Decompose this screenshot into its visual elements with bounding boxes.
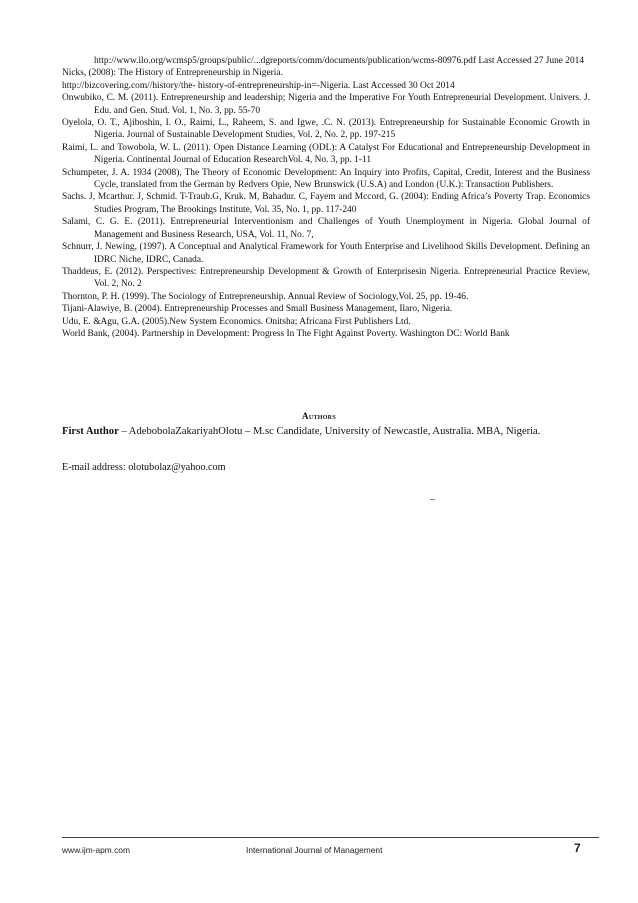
reference-text: Nicks, (2008): The History of Entrepreneurship in Nigeria. (62, 68, 283, 79)
reference-text: Salami, C. G. E. (2011). Entrepreneurial Interventionism and Challenges of Youth Unemployment in Nigeria. Global Journal of Management and Business Research, USA, Vol. 11, No. 7, (62, 217, 590, 240)
first-author (62, 424, 590, 439)
reference-entry (62, 216, 590, 241)
footer-divider (62, 837, 599, 838)
footer-journal-name: International Journal of Management (246, 845, 383, 855)
reference-text: Onwubiko, C. M. (2011). Entrepreneurship and leadership; Nigeria and the Imperative For Youth Entrepreneurial Development. Univers. J. Edu. and Gen. Stud. Vol. 1, No. 3, pp. 55-70 (62, 93, 590, 116)
reference-list (62, 55, 590, 340)
authors-heading: Authors (302, 411, 336, 421)
reference-entry (62, 67, 590, 92)
reference-entry (62, 303, 590, 315)
reference-text: World Bank, (2004). Partnership in Development: Progress In The Fight Against Poverty. Washington DC: World Bank (62, 328, 510, 339)
reference-entry (62, 291, 590, 303)
footer-website[interactable]: www.ijm-apm.com (62, 845, 130, 855)
reference-entry (62, 55, 590, 67)
reference-entry (62, 142, 590, 167)
reference-text: Udu, E. &Agu, G.A. (2005).New System Economics. Onitsha; Africana First Publishers Ltd. (62, 316, 411, 327)
reference-entry (62, 191, 590, 216)
reference-text: Tijani-Alawiye, B. (2004). Entrepreneurship Processes and Small Business Management, Ilaro, Nigeria. (62, 304, 453, 315)
reference-entry (62, 92, 590, 117)
reference-entry (62, 316, 590, 328)
reference-text: Oyelola, O. T., Ajiboshin, I. O., Raimi, L., Raheem, S. and Igwe, .C. N. (2013). Entrepreneurship for Sustainable Economic Growth in Nigeria. Journal of Sustainable Development Studies, Vol. 2, No. 2, pp. 197-215 (62, 118, 590, 141)
stray-dash: – (430, 494, 435, 505)
reference-text: Schnurr, J. Newing, (1997). A Conceptual and Analytical Framework for Youth Enterprise and Livelihood Skills Development. Defining an IDRC Niche, IDRC, Canada. (62, 242, 590, 265)
reference-text: Thaddeus, E. (2012). Perspectives: Entrepreneurship Development & Growth of Enterprisesin Nigeria. Entrepreneurial Practice Review, Vol. 2, No. 2 (62, 266, 590, 290)
reference-text: Schumpeter, J. A. 1934 (2008), The Theory of Economic Development: An Inquiry into Profits, Capital, Credit, Interest and the Business Cycle, translated from the German by Redvers Opie, New Brunswick (U.S.A) and London (U.K.): Transaction Publishers. (62, 167, 590, 191)
reference-entry (62, 328, 590, 340)
author-email[interactable]: E-mail address: olotubolaz@yahoo.com (62, 462, 226, 473)
first-author-label: First Author (62, 426, 119, 437)
reference-entry (62, 167, 590, 192)
reference-text: Raimi, L. and Towobola, W. L. (2011). Open Distance Learning (ODL): A Catalyst For Educational and Entrepreneurship Development in Nigeria. Continental Journal of Education ResearchVol. 4, No. 3, pp. 1-11 (62, 142, 590, 166)
reference-url[interactable]: http://www.ilo.org/wcmsp5/groups/public/...dgreports/comm/documents/publication/wcms-80976.pdf Last Accessed 27 June 2014 (94, 56, 585, 66)
reference-url[interactable]: http://bizcovering.com//history/the- history-of-entrepreneurship-in=-Nigeria. Last Accessed 30 Oct 2014 (62, 80, 455, 91)
first-author-details: – AdebobolaZakariyahOlotu – M.sc Candidate, University of Newcastle, Australia. MBA, Nigeria. (118, 426, 541, 437)
page-number: 7 (574, 841, 581, 855)
reference-entry (62, 117, 590, 142)
reference-text: Sachs. J, Mcarthur. J, Schmid. T-Traub.G, Kruk. M, Bahadur. C, Fayem and Mccord, G. (2004): Ending Africa’s Poverty Trap. Economics Studies Program, The Brookings Institute, Vol. 35, No. 1, pp. 117-240 (62, 192, 590, 215)
reference-entry (62, 266, 590, 291)
reference-entry (62, 241, 590, 266)
reference-text: Thornton, P. H. (1999). The Sociology of Entrepreneurship. Annual Review of Sociology,Vol. 25, pp. 19-46. (62, 291, 469, 302)
